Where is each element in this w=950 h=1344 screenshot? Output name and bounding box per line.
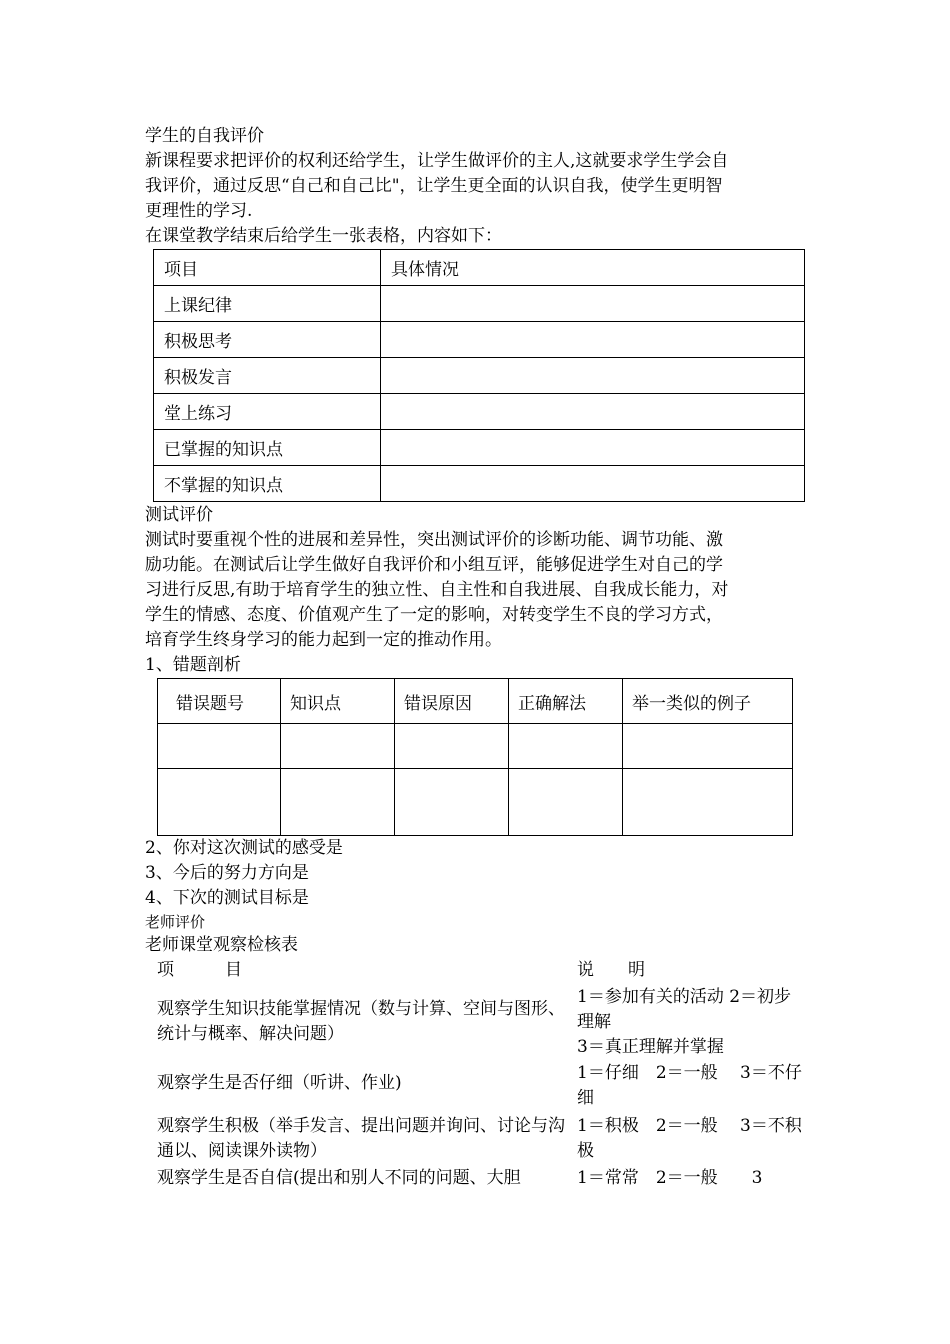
observation-item: 观察学生积极（举手发言、提出问题并询问、讨论与沟通以、阅读课外读物） — [157, 1116, 565, 1161]
observation-item: 观察学生知识技能掌握情况（数与计算、空间与图形、统计与概率、解决问题） — [157, 999, 565, 1044]
observation-header-row — [145, 958, 805, 985]
self-eval-para-line: 我评价，通过反思“自己和自己比"，让学生更全面的认识自我，使学生更明智 — [145, 176, 723, 196]
table-row — [154, 394, 805, 430]
test-item-3: 3、今后的努力方向是 — [145, 863, 309, 883]
table-cell-empty[interactable] — [158, 769, 281, 836]
table-row — [154, 286, 805, 322]
document-page — [145, 124, 805, 1191]
table-cell: 积极发言 — [154, 358, 381, 394]
table-cell-empty[interactable] — [395, 769, 509, 836]
table-header-row — [154, 250, 805, 286]
table-cell-empty[interactable] — [381, 430, 805, 466]
table-cell: 不掌握的知识点 — [154, 466, 381, 502]
test-item-2: 2、你对这次测试的感受是 — [145, 838, 343, 858]
observation-desc-line: 3＝真正理解并掌握 — [577, 1037, 724, 1057]
self-eval-para-line: 新课程要求把评价的权利还给学生，让学生做评价的主人,这就要求学生学会自 — [145, 151, 729, 171]
table-cell-empty[interactable] — [509, 724, 623, 769]
table-cell-empty[interactable] — [381, 286, 805, 322]
table-row — [154, 430, 805, 466]
table-cell-empty[interactable] — [281, 769, 395, 836]
error-analysis-table — [157, 678, 793, 836]
table-row — [154, 322, 805, 358]
test-eval-line: 习进行反思,有助于培育学生的独立性、自主性和自我进展、自我成长能力，对 — [145, 580, 729, 600]
table-cell-empty[interactable] — [381, 394, 805, 430]
self-eval-table — [153, 249, 805, 502]
table-cell: 堂上练习 — [154, 394, 381, 430]
table-cell-empty[interactable] — [509, 769, 623, 836]
table-cell-empty[interactable] — [381, 358, 805, 394]
observation-row — [145, 985, 805, 1060]
test-eval-line: 培育学生终身学习的能力起到一定的推动作用。 — [145, 630, 502, 650]
observation-row — [145, 1061, 805, 1111]
table-header-cell: 错误题号 — [158, 679, 281, 724]
teacher-eval-heading: 老师评价 — [145, 913, 206, 931]
observation-checklist — [145, 958, 805, 1191]
table-cell: 积极思考 — [154, 322, 381, 358]
test-item-4: 4、下次的测试目标是 — [145, 888, 309, 908]
observation-item: 观察学生是否仔细（听讲、作业) — [157, 1073, 402, 1093]
table-header-cell: 错误原因 — [395, 679, 509, 724]
table-cell-empty[interactable] — [281, 724, 395, 769]
table-row — [154, 466, 805, 502]
table-cell-empty[interactable] — [381, 322, 805, 358]
table-cell-empty[interactable] — [395, 724, 509, 769]
table-header-cell: 知识点 — [281, 679, 395, 724]
table-cell-empty[interactable] — [623, 769, 793, 836]
self-eval-para-line: 更理性的学习. — [145, 201, 253, 221]
test-eval-line: 励功能。在测试后让学生做好自我评价和小组互评，能够促进学生对自己的学 — [145, 555, 723, 575]
table-cell: 已掌握的知识点 — [154, 430, 381, 466]
table-cell-empty[interactable] — [158, 724, 281, 769]
table-cell-empty[interactable] — [381, 466, 805, 502]
teacher-eval-subheading: 老师课堂观察检核表 — [145, 935, 298, 955]
table-header-cell: 正确解法 — [509, 679, 623, 724]
test-eval-heading: 测试评价 — [145, 505, 213, 525]
observation-desc — [577, 985, 802, 1060]
observation-desc-line: 1＝参加有关的活动 2＝初步理解 — [577, 987, 792, 1032]
observation-desc: 1＝积极 2＝一般 3＝不积极 — [577, 1116, 802, 1161]
table-row — [158, 769, 793, 836]
observation-row — [145, 1114, 805, 1164]
table-header-cell: 具体情况 — [381, 250, 805, 286]
observation-item: 观察学生是否自信(提出和别人不同的问题、大胆 — [157, 1168, 521, 1188]
test-eval-line: 学生的情感、态度、价值观产生了一定的影响，对转变学生不良的学习方式， — [145, 605, 723, 625]
table-header-row — [158, 679, 793, 724]
table-header-cell: 项目 — [154, 250, 381, 286]
observation-desc: 1＝常常 2＝一般 3 — [577, 1168, 763, 1188]
observation-col-item: 项 目 — [157, 960, 242, 980]
test-eval-line: 测试时要重视个性的进展和差异性，突出测试评价的诊断功能、调节功能、激 — [145, 530, 723, 550]
table-cell: 上课纪律 — [154, 286, 381, 322]
table-header-cell: 举一类似的例子 — [623, 679, 793, 724]
self-eval-intro: 在课堂教学结束后给学生一张表格，内容如下： — [145, 226, 502, 246]
table-cell-empty[interactable] — [623, 724, 793, 769]
self-eval-heading: 学生的自我评价 — [145, 126, 264, 146]
observation-col-desc: 说 明 — [577, 960, 645, 980]
observation-desc: 1＝仔细 2＝一般 3＝不仔细 — [577, 1063, 802, 1108]
test-item-1: 1、错题剖析 — [145, 655, 241, 675]
table-row — [154, 358, 805, 394]
table-row — [158, 724, 793, 769]
observation-row — [145, 1166, 805, 1191]
